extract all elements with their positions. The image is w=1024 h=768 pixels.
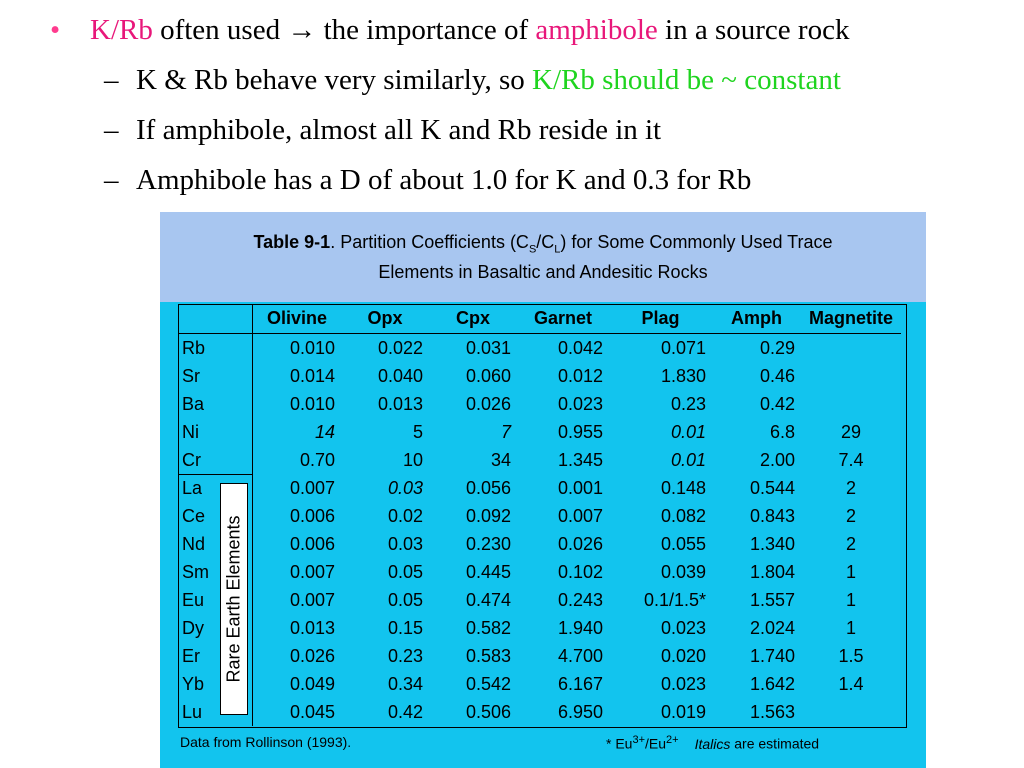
bullet-main: [50, 14, 849, 47]
table-cell-ga: [517, 474, 609, 502]
cell-value: 0.230: [465, 533, 511, 554]
cell-value: 0.843: [749, 505, 795, 526]
footnote-sup: 3+: [632, 734, 646, 746]
cell-value: 0.34: [387, 673, 423, 694]
table-cell-am: [712, 558, 801, 586]
cell-value: Lu: [182, 701, 203, 722]
cell-value: Yb: [182, 673, 205, 694]
table-cell-cp: [429, 474, 517, 502]
table-cell-op: [341, 698, 429, 726]
table-row: [178, 670, 901, 698]
header-cpx: Cpx: [429, 304, 517, 334]
table-cell-mg: [801, 474, 901, 502]
cell-value: 2: [845, 505, 856, 526]
kr-highlight: K/Rb: [90, 14, 153, 46]
cell-value: 0.040: [377, 365, 423, 386]
table-cell-pl: [609, 586, 712, 614]
table-cell-op: [341, 390, 429, 418]
table-cell-mg: [801, 670, 901, 698]
table-cell-ga: [517, 418, 609, 446]
table-cell-ga: [517, 698, 609, 726]
table-cell-op: [341, 586, 429, 614]
cell-value: 0.007: [557, 505, 603, 526]
cell-value: 1.563: [749, 701, 795, 722]
constant-highlight: K/Rb should be ~ constant: [532, 64, 841, 96]
cell-value: 1.830: [660, 365, 706, 386]
table-cell-ol: [253, 362, 342, 390]
cell-value: Nd: [182, 533, 206, 554]
cell-value: 0.026: [557, 533, 603, 554]
table-cell-ga: [517, 446, 609, 474]
bullet-text: in a source rock: [657, 14, 850, 46]
table-cell-ga: [517, 362, 609, 390]
cell-value: 0.012: [557, 365, 603, 386]
table-cell-ol: [253, 390, 342, 418]
table-cell-op: [341, 474, 429, 502]
cell-value: 0.23: [387, 645, 423, 666]
cell-value: 0.010: [289, 393, 335, 414]
cell-value: 2: [845, 477, 856, 498]
table-cell-mg: [801, 698, 901, 726]
table-cell-mg: [801, 558, 901, 586]
footnote-legend: [606, 734, 819, 752]
table-cell-cp: [429, 586, 517, 614]
table-row: [178, 502, 901, 530]
dash-marker: –: [104, 64, 119, 96]
caption-text: /C: [536, 232, 555, 252]
table-cell-mg: [801, 390, 901, 418]
caption-text: . Partition Coefficients (C: [330, 232, 529, 252]
header-opx: Opx: [341, 304, 429, 334]
table-cell-mg: [801, 418, 901, 446]
footnote-sup: 2+: [666, 734, 679, 746]
cell-value: 0.007: [289, 477, 335, 498]
cell-value: 0.055: [660, 533, 706, 554]
cell-value: 0.013: [289, 617, 335, 638]
table-cell-am: [712, 446, 801, 474]
dash-marker: –: [104, 164, 119, 196]
cell-value: 0.031: [465, 337, 511, 358]
table-cell-am: [712, 586, 801, 614]
footnote-text: * Eu: [606, 735, 633, 752]
table-cell-ga: [517, 390, 609, 418]
cell-value: 0.243: [557, 589, 603, 610]
cell-value: La: [182, 477, 203, 498]
table-cell-pl: [609, 642, 712, 670]
cell-value: 1.5: [838, 645, 864, 666]
table-cell-mg: [801, 502, 901, 530]
cell-value: 0.03: [387, 477, 423, 498]
cell-value: 34: [490, 449, 511, 470]
table-cell-ga: [517, 670, 609, 698]
cell-value: 0.955: [557, 421, 603, 442]
table-cell-pl: [609, 614, 712, 642]
header-amph: Amph: [712, 304, 801, 334]
table-cell-am: [712, 642, 801, 670]
cell-value: Sm: [182, 561, 209, 582]
cell-value: 6.8: [769, 421, 795, 442]
table-cell-am: [712, 502, 801, 530]
cell-value: 29: [840, 421, 862, 442]
cell-value: 0.42: [759, 393, 795, 414]
table-cell-mg: [801, 446, 901, 474]
cell-value: 0.02: [387, 505, 423, 526]
cell-value: 1.804: [749, 561, 795, 582]
cell-value: 0.092: [465, 505, 511, 526]
table-cell-mg: [801, 614, 901, 642]
footnote-text: are estimated: [730, 735, 820, 752]
table-row: [178, 698, 901, 726]
bullet-text: Amphibole has a D of about 1.0 for K and 0.3 for Rb: [136, 164, 752, 196]
sub-bullet-3: [104, 164, 751, 197]
footnote-source: Data from Rollinson (1993).: [180, 734, 352, 750]
cell-value: Ni: [182, 421, 199, 442]
caption-line-1: [160, 232, 926, 256]
cell-value: 14: [314, 421, 335, 442]
amphibole-highlight: amphibole: [535, 14, 658, 46]
table-cell-ol: [253, 474, 342, 502]
table-row: [178, 474, 901, 502]
caption-line-2: Elements in Basaltic and Andesitic Rocks: [378, 262, 708, 282]
table-cell-ol: [253, 698, 342, 726]
cell-value: Eu: [182, 589, 205, 610]
cell-value: 0.026: [289, 645, 335, 666]
header-plag: Plag: [609, 304, 712, 334]
cell-value: 0.05: [387, 589, 423, 610]
cell-value: 0.010: [289, 337, 335, 358]
table-cell-am: [712, 362, 801, 390]
table-cell-el: [178, 362, 253, 390]
table-cell-pl: [609, 502, 712, 530]
cell-value: 0.022: [377, 337, 423, 358]
table-cell-pl: [609, 474, 712, 502]
table-cell-cp: [429, 446, 517, 474]
cell-value: 1.642: [749, 673, 795, 694]
cell-value: 6.167: [557, 673, 603, 694]
table-cell-op: [341, 642, 429, 670]
table-cell-cp: [429, 614, 517, 642]
bullet-marker: •: [50, 14, 61, 46]
table-cell-mg: [801, 530, 901, 558]
table-row: [178, 418, 901, 446]
table-cell-ol: [253, 614, 342, 642]
cell-value: 1.345: [557, 449, 603, 470]
table-cell-op: [341, 446, 429, 474]
cell-value: 0.042: [557, 337, 603, 358]
table-caption: [160, 212, 926, 302]
cell-value: 0.474: [465, 589, 511, 610]
cell-value: 0.148: [660, 477, 706, 498]
bullet-text: often used: [152, 14, 288, 46]
header-element: [178, 304, 253, 334]
table-row: [178, 362, 901, 390]
table-cell-am: [712, 698, 801, 726]
header-garnet: Garnet: [517, 304, 609, 334]
table-cell-am: [712, 670, 801, 698]
table-cell-ol: [253, 418, 342, 446]
cell-value: 0.582: [465, 617, 511, 638]
cell-value: 0.583: [465, 645, 511, 666]
table-cell-op: [341, 558, 429, 586]
table-cell-op: [341, 418, 429, 446]
cell-value: 0.01: [670, 449, 706, 470]
cell-value: 0.020: [660, 645, 706, 666]
table-cell-el: [178, 418, 253, 446]
table-row: [178, 558, 901, 586]
cell-value: 7.4: [838, 449, 864, 470]
dash-marker: –: [104, 114, 119, 146]
sub-bullet-2: [104, 114, 661, 147]
table-cell-ga: [517, 586, 609, 614]
table-cell-cp: [429, 642, 517, 670]
caption-text: ) for Some Commonly Used Trace: [560, 232, 833, 252]
footnote-text: /Eu: [645, 735, 667, 752]
table-cell-am: [712, 474, 801, 502]
table-cell-op: [341, 530, 429, 558]
cell-value: 1.4: [838, 673, 864, 694]
cell-value: 0.70: [299, 449, 335, 470]
table-cell-op: [341, 362, 429, 390]
table-cell-am: [712, 334, 801, 363]
cell-value: 0.23: [670, 393, 706, 414]
table-cell-cp: [429, 362, 517, 390]
cell-value: 0.045: [289, 701, 335, 722]
cell-value: 0.060: [465, 365, 511, 386]
table-cell-pl: [609, 362, 712, 390]
table-cell-am: [712, 418, 801, 446]
sub-bullet-1: [104, 64, 841, 97]
table-cell-mg: [801, 586, 901, 614]
cell-value: 1: [845, 561, 856, 582]
table-panel: [160, 212, 926, 768]
cell-value: Ba: [182, 393, 205, 414]
cell-value: Rb: [182, 337, 206, 358]
bullet-text: K & Rb behave very similarly, so: [136, 64, 532, 96]
cell-value: Ce: [182, 505, 206, 526]
table-cell-ga: [517, 642, 609, 670]
cell-value: 0.001: [557, 477, 603, 498]
table-cell-am: [712, 614, 801, 642]
cell-value: 0.15: [387, 617, 423, 638]
header-olivine: Olivine: [253, 304, 342, 334]
table-cell-ga: [517, 530, 609, 558]
table-cell-ga: [517, 614, 609, 642]
cell-value: 0.506: [465, 701, 511, 722]
table-cell-ga: [517, 334, 609, 363]
table-cell-op: [341, 614, 429, 642]
cell-value: 1.557: [749, 589, 795, 610]
cell-value: 0.049: [289, 673, 335, 694]
table-row: [178, 446, 901, 474]
table-cell-cp: [429, 558, 517, 586]
table-row: [178, 642, 901, 670]
table-cell-cp: [429, 418, 517, 446]
caption-label: Table 9-1: [253, 232, 331, 252]
table-cell-am: [712, 390, 801, 418]
bullet-text: the importance of: [316, 14, 536, 46]
cell-value: 0.006: [289, 505, 335, 526]
cell-value: 6.950: [557, 701, 603, 722]
cell-value: 10: [402, 449, 423, 470]
table-cell-mg: [801, 334, 901, 363]
cell-value: 0.082: [660, 505, 706, 526]
cell-value: 2.00: [759, 449, 795, 470]
table-row: [178, 614, 901, 642]
cell-value: 0.019: [660, 701, 706, 722]
caption-sub: S: [528, 243, 537, 256]
cell-value: Er: [182, 645, 200, 666]
cell-value: 1.740: [749, 645, 795, 666]
cell-value: 1.340: [749, 533, 795, 554]
table-cell-op: [341, 334, 429, 363]
caption-sub: L: [554, 243, 561, 256]
table-cell-pl: [609, 558, 712, 586]
cell-value: 0.42: [387, 701, 423, 722]
table-cell-am: [712, 530, 801, 558]
table-cell-mg: [801, 642, 901, 670]
cell-value: Sr: [182, 365, 200, 386]
cell-value: 0.026: [465, 393, 511, 414]
table-cell-ol: [253, 558, 342, 586]
cell-value: 1.940: [557, 617, 603, 638]
cell-value: 0.071: [660, 337, 706, 358]
cell-value: 4.700: [557, 645, 603, 666]
cell-value: 0.29: [759, 337, 795, 358]
cell-value: 0.039: [660, 561, 706, 582]
cell-value: 7: [500, 421, 511, 442]
table-cell-pl: [609, 670, 712, 698]
table-cell-ol: [253, 530, 342, 558]
table-header-row: [178, 304, 901, 334]
cell-value: 0.023: [660, 673, 706, 694]
table-cell-pl: [609, 446, 712, 474]
ree-label: Rare Earth Elements: [223, 515, 244, 683]
ree-divider: [178, 474, 252, 475]
table-cell-cp: [429, 334, 517, 363]
table-cell-ol: [253, 670, 342, 698]
cell-value: 0.056: [465, 477, 511, 498]
arrow-glyph: →: [287, 14, 317, 46]
header-magnetite: Magnetite: [801, 304, 901, 334]
cell-value: 1: [845, 589, 856, 610]
table-cell-pl: [609, 390, 712, 418]
cell-value: 0.007: [289, 589, 335, 610]
table-cell-ga: [517, 558, 609, 586]
cell-value: 0.023: [660, 617, 706, 638]
cell-value: 2.024: [749, 617, 795, 638]
table-cell-ol: [253, 446, 342, 474]
cell-value: 0.05: [387, 561, 423, 582]
table-cell-ga: [517, 502, 609, 530]
cell-value: 0.1/1.5*: [643, 589, 706, 610]
table-cell-op: [341, 670, 429, 698]
cell-value: Cr: [182, 449, 201, 470]
table-cell-pl: [609, 530, 712, 558]
table-row: [178, 586, 901, 614]
cell-value: 1: [845, 617, 856, 638]
table-cell-cp: [429, 530, 517, 558]
table-row: [178, 390, 901, 418]
table-cell-pl: [609, 334, 712, 363]
cell-value: 0.006: [289, 533, 335, 554]
table-cell-op: [341, 502, 429, 530]
cell-value: 2: [845, 533, 856, 554]
footnote-italics: Italics: [694, 735, 731, 752]
cell-value: 0.46: [759, 365, 795, 386]
table-cell-ol: [253, 586, 342, 614]
cell-value: 0.102: [557, 561, 603, 582]
table-cell-cp: [429, 390, 517, 418]
cell-value: Dy: [182, 617, 204, 638]
table-row: [178, 530, 901, 558]
cell-value: 0.007: [289, 561, 335, 582]
table-cell-el: [178, 334, 253, 363]
table-row: [178, 334, 901, 363]
cell-value: 0.445: [465, 561, 511, 582]
cell-value: 5: [412, 421, 423, 442]
table-cell-el: [178, 446, 253, 474]
cell-value: 0.03: [387, 533, 423, 554]
table-cell-pl: [609, 418, 712, 446]
cell-value: 0.542: [465, 673, 511, 694]
partition-coefficient-table: [178, 304, 901, 726]
cell-value: 0.023: [557, 393, 603, 414]
cell-value: 0.013: [377, 393, 423, 414]
table-cell-cp: [429, 698, 517, 726]
cell-value: 0.014: [289, 365, 335, 386]
table-cell-pl: [609, 698, 712, 726]
table-cell-ol: [253, 334, 342, 363]
table-cell-ol: [253, 642, 342, 670]
table-cell-el: [178, 390, 253, 418]
bullet-text: If amphibole, almost all K and Rb reside in it: [136, 114, 662, 146]
table-cell-ol: [253, 502, 342, 530]
cell-value: 0.544: [749, 477, 795, 498]
cell-value: 0.01: [670, 421, 706, 442]
table-cell-mg: [801, 362, 901, 390]
table-cell-cp: [429, 502, 517, 530]
table-cell-cp: [429, 670, 517, 698]
